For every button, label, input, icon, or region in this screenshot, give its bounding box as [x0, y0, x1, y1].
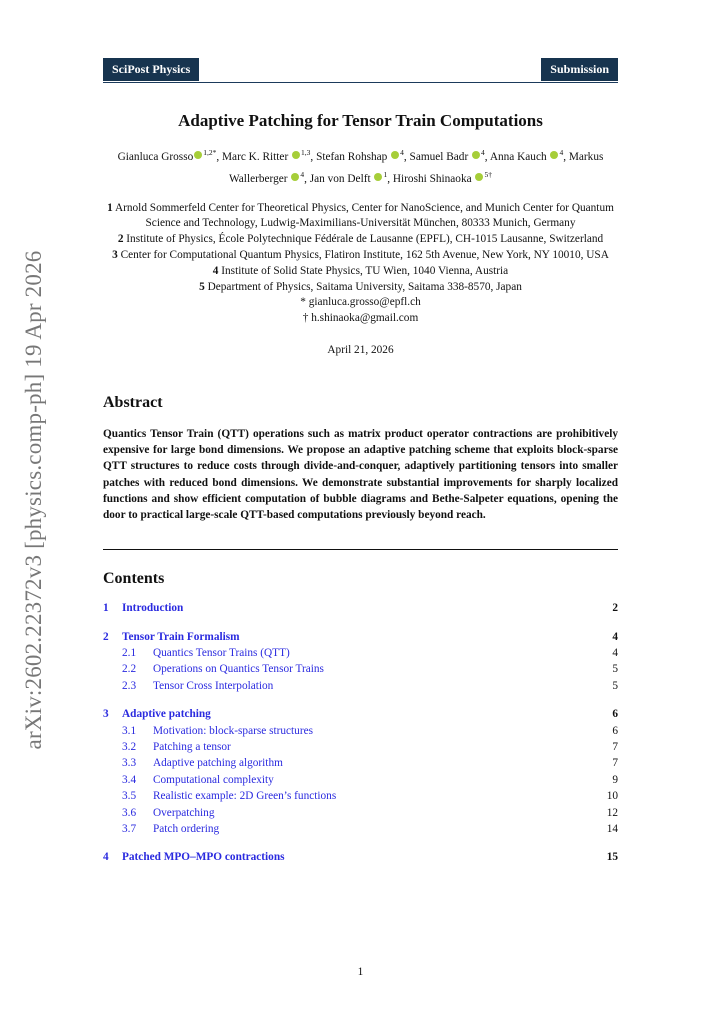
toc-subsection-link[interactable] — [103, 723, 618, 739]
submission-tag: Submission — [541, 58, 618, 81]
toc-subsection-link[interactable] — [103, 805, 618, 821]
toc-subsection-label: Adaptive patching algorithm — [153, 757, 283, 770]
affiliation-number: 1 — [107, 201, 113, 214]
email-line[interactable]: † h.shinaoka@gmail.com — [302, 312, 419, 325]
orcid-icon[interactable] — [194, 151, 202, 159]
toc-page-number: 7 — [612, 757, 618, 770]
abstract-heading: Abstract — [103, 393, 163, 411]
toc-section-label: Patched MPO–MPO contractions — [122, 851, 285, 864]
author — [316, 148, 404, 163]
affiliation — [103, 232, 618, 248]
toc-section-label: Introduction — [122, 602, 184, 615]
orcid-icon[interactable] — [391, 151, 399, 159]
affiliation-number: 4 — [212, 264, 219, 277]
orcid-icon[interactable] — [550, 151, 558, 159]
toc-subsection-number: 2.1 — [122, 646, 137, 659]
author-list: Gianluca Grosso $^{1,2*}$, Marc K. Ritter $^{1,3}$, Stefan Rohshap $^4$, Samuel Badr $^4$, Anna Kauch $^4$, Markus Wallerberger $^4$, Jan von Delft $^1$, Hiroshi Shinaoka $^{5\dagger}$ — [117, 148, 604, 185]
toc-page-number: 6 — [612, 724, 618, 737]
author-affiliation-mark: 5† — [484, 169, 492, 179]
toc-page-number: 2 — [612, 602, 618, 615]
toc-section-number: 3 — [103, 708, 109, 721]
toc-subsection-link[interactable] — [103, 661, 618, 677]
author — [392, 169, 492, 185]
toc-subsection-number: 3.1 — [122, 724, 137, 737]
paper-title: Adaptive Patching for Tensor Train Computations — [178, 111, 543, 130]
toc-subsection-label: Motivation: block-sparse structures — [153, 724, 314, 737]
toc-subsection-label: Realistic example: 2D Green’s functions — [153, 790, 337, 803]
toc-page-number: 7 — [612, 740, 618, 753]
toc-section-label: Adaptive patching — [122, 708, 211, 721]
author — [309, 169, 388, 185]
author-name: Gianluca Grosso — [117, 150, 194, 163]
author-name: Marc K. Ritter — [222, 150, 289, 163]
toc-subsection-label: Computational complexity — [153, 773, 274, 786]
toc-section-number: 1 — [103, 602, 109, 615]
toc-subsection-number: 3.2 — [122, 740, 137, 753]
toc-subsection-number: 3.7 — [122, 823, 137, 835]
affiliation-text: Department of Physics, Saitama University, Saitama 338-8570, Japan — [207, 280, 522, 293]
author-name: Markus Wallerberger — [229, 150, 604, 185]
affiliation-text: Institute of Solid State Physics, TU Wien, 1040 Vienna, Austria — [221, 264, 509, 277]
toc-page-number: 4 — [612, 646, 618, 659]
toc-subsection-link[interactable] — [103, 755, 618, 771]
toc-subsection-label: Overpatching — [153, 806, 215, 819]
toc-subsection-link[interactable] — [103, 788, 618, 804]
author — [222, 148, 311, 163]
toc-subsection-number: 3.6 — [122, 806, 137, 819]
author-name: Stefan Rohshap — [316, 150, 388, 163]
toc-subsection-number: 2.3 — [122, 679, 137, 692]
author-affiliation-mark: 4 — [300, 169, 305, 179]
toc-page-number: 9 — [612, 773, 618, 786]
arxiv-identifier: arXiv:2602.22372v3 [physics.comp-ph] 19 Apr 2026 — [21, 250, 46, 750]
author — [409, 148, 485, 163]
author-name: Jan von Delft — [309, 172, 371, 185]
orcid-icon[interactable] — [374, 173, 382, 181]
affiliation — [103, 264, 618, 280]
toc-page-number: 12 — [606, 806, 618, 819]
publication-date: April 21, 2026 — [327, 343, 394, 356]
toc-section-link[interactable] — [103, 600, 618, 616]
toc-page-number: 14 — [606, 823, 618, 835]
toc-page-number: 5 — [612, 663, 618, 676]
toc-section-label: Tensor Train Formalism — [122, 630, 240, 643]
toc-subsection-link[interactable] — [103, 645, 618, 661]
table-of-contents — [103, 600, 618, 866]
toc-page-number: 15 — [606, 851, 618, 864]
author-affiliation-mark: 1,2* — [203, 148, 217, 157]
affiliation-text: Center for Computational Quantum Physics, Flatiron Institute, 162 5th Avenue, New York, NY 10010, USA — [120, 248, 609, 261]
toc-section-link[interactable] — [103, 629, 618, 645]
author-name: Anna Kauch — [489, 150, 547, 163]
arxiv-side-stamp — [6, 240, 62, 760]
orcid-icon[interactable] — [291, 173, 299, 181]
affiliation-number: 3 — [112, 248, 118, 261]
toc-subsection-link[interactable] — [103, 678, 618, 694]
affiliation-list — [103, 201, 618, 327]
toc-subsection-link[interactable] — [103, 772, 618, 788]
toc-subsection-label: Patching a tensor — [153, 740, 231, 753]
affiliation-text: Arnold Sommerfeld Center for Theoretical Physics, Center for NanoScience, and Munich Center for Quantum Science and Technology, Ludwig-Maximilians-Universität München, 80333 Munich, Germany — [114, 201, 614, 230]
affiliation — [103, 280, 618, 296]
journal-header — [103, 58, 618, 83]
toc-section-link[interactable] — [103, 849, 618, 865]
affiliation — [103, 201, 618, 233]
toc-page-number: 4 — [612, 630, 618, 643]
author — [489, 148, 564, 163]
author-affiliation-mark: 1 — [383, 169, 388, 179]
author-name: Hiroshi Shinaoka — [392, 172, 472, 185]
toc-subsection-label: Patch ordering — [153, 823, 220, 835]
abstract-text: Quantics Tensor Train (QTT) operations such as matrix product operator contractions are prohibitively expensive for large bond dimensions. We propose an adaptive patching scheme that exploits block-sparse QTT structures to reduce costs through divide-and-conquer, adaptively partitioning tensors into smaller patches with reduced bond dimensions. We demonstrate substantial improvements for sharply localized functions and show efficient computation of bubble diagrams and Bethe-Salpeter equations, opening the door to practical large-scale QTT-based computations previously beyond reach. — [103, 427, 618, 521]
toc-subsection-number: 3.5 — [122, 790, 137, 803]
email-line[interactable]: * gianluca.grosso@epfl.ch — [300, 296, 421, 309]
orcid-icon[interactable] — [472, 151, 480, 159]
affiliation — [103, 248, 618, 264]
affiliation-number: 2 — [117, 233, 124, 246]
toc-section-number: 4 — [103, 851, 109, 864]
toc-subsection-link[interactable] — [103, 821, 618, 837]
toc-subsection-number: 2.2 — [122, 663, 137, 676]
toc-section-link[interactable] — [103, 706, 618, 722]
affiliation-text: Institute of Physics, École Polytechnique Fédérale de Lausanne (EPFL), CH-1015 Lausanne, Switzerland — [126, 233, 604, 246]
author-affiliation-mark: 1,3 — [301, 148, 311, 157]
toc-page-number: 10 — [606, 790, 618, 803]
toc-subsection-number: 3.3 — [122, 757, 137, 770]
orcid-icon[interactable] — [475, 173, 483, 181]
toc-subsection-number: 3.4 — [122, 773, 137, 786]
paper-page — [103, 58, 618, 866]
toc-subsection-label: Quantics Tensor Trains (QTT) — [153, 646, 290, 659]
affiliation-number: 5 — [199, 280, 205, 293]
toc-page-number: 6 — [612, 708, 618, 721]
toc-subsection-label: Operations on Quantics Tensor Trains — [153, 663, 324, 676]
toc-page-number: 5 — [612, 679, 618, 692]
author-name: Samuel Badr — [409, 150, 469, 163]
contents-heading: Contents — [103, 570, 165, 588]
section-divider — [103, 549, 618, 550]
author-affiliation-mark: 4 — [400, 148, 404, 157]
author-affiliation-mark: 4 — [559, 148, 564, 157]
toc-section-number: 2 — [103, 630, 109, 643]
toc-subsection-label: Tensor Cross Interpolation — [153, 679, 274, 692]
page-number: 1 — [357, 966, 364, 978]
toc-subsection-link[interactable] — [103, 739, 618, 755]
author-affiliation-mark: 4 — [481, 148, 485, 157]
author — [117, 148, 217, 163]
orcid-icon[interactable] — [292, 151, 300, 159]
journal-name-tag: SciPost Physics — [103, 58, 199, 81]
